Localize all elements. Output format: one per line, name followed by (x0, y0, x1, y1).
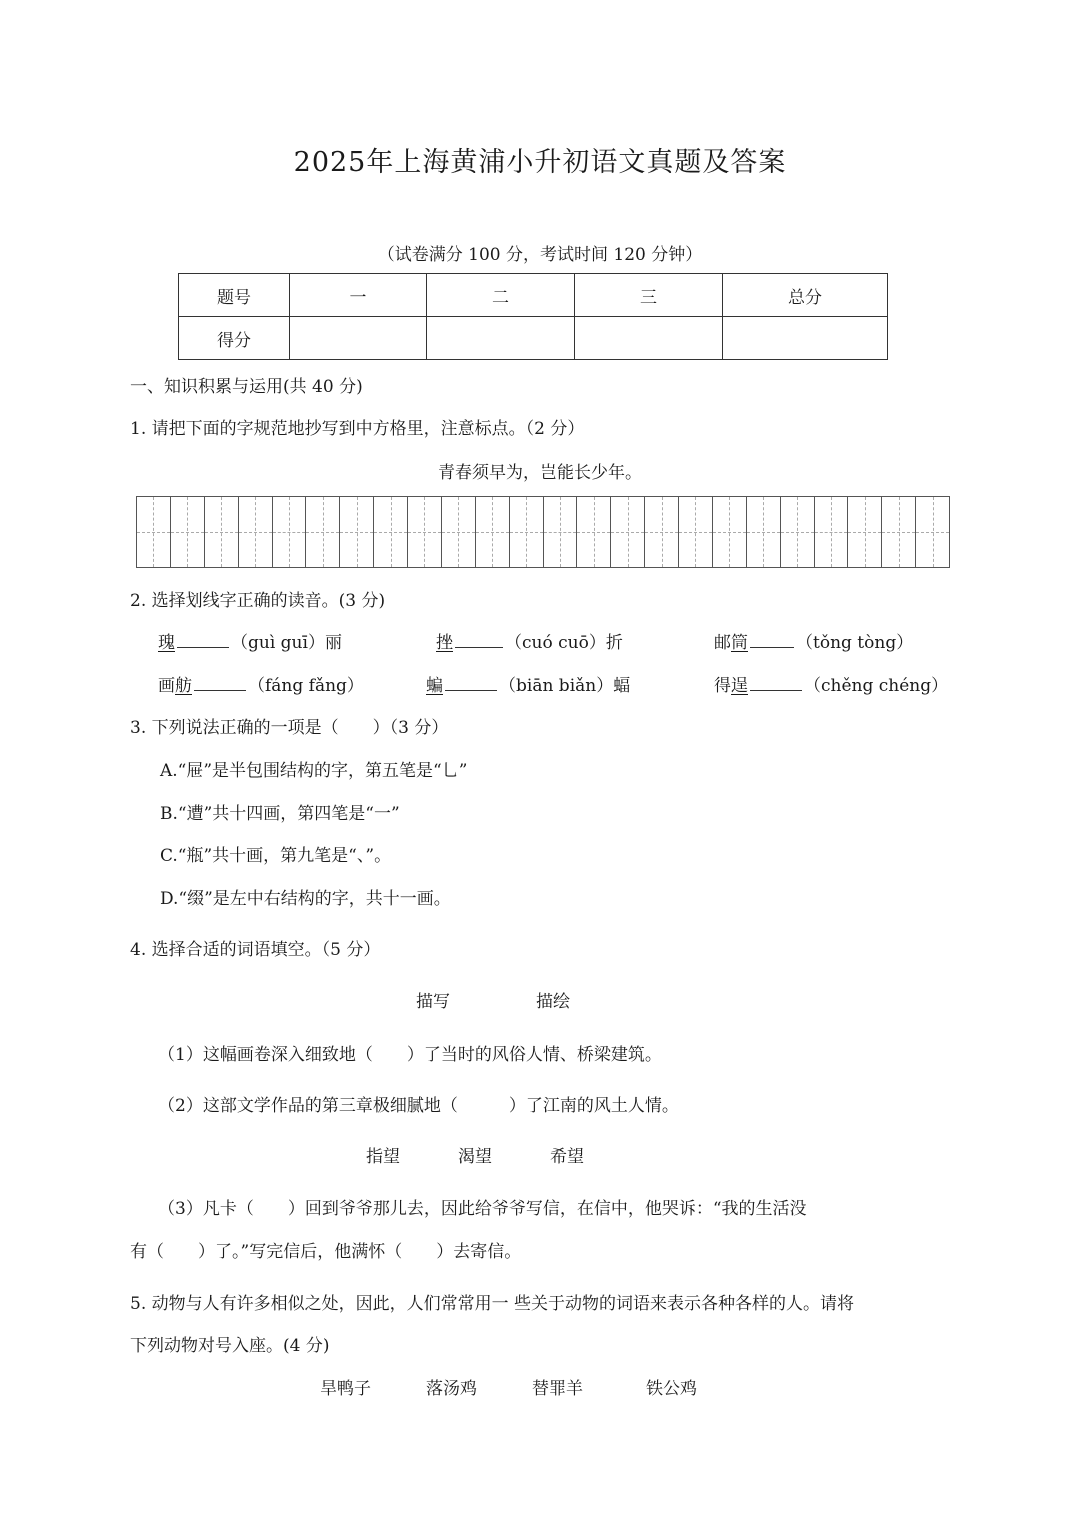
table-cell[interactable] (575, 317, 723, 360)
question-5: 5. 动物与人有许多相似之处，因此，人们常常用一 些关于动物的词语来表示各种各样的人。请将 (130, 1294, 855, 1314)
question-5-cont: 下列动物对号入座。(4 分) (130, 1336, 330, 1356)
grid-cell[interactable] (273, 496, 307, 568)
grid-cell[interactable] (815, 496, 849, 568)
pinyin-item (426, 671, 630, 696)
question-2: 2. 选择划线字正确的读音。(3 分) (130, 591, 386, 611)
copy-sentence: 青春须早为，岂能长少年。 (438, 463, 642, 483)
pinyin-options: （fáng fǎng） (248, 676, 364, 696)
answer-blank[interactable] (177, 630, 229, 648)
pinyin-options: （tǒng tòng） (796, 633, 914, 653)
answer-blank[interactable] (750, 630, 794, 648)
table-cell: 总分 (723, 274, 888, 317)
grid-cell[interactable] (882, 496, 916, 568)
grid-cell[interactable] (442, 496, 476, 568)
fill-sentence-2: （2）这部文学作品的第三章极细腻地（ ）了江南的风土人情。 (158, 1096, 679, 1116)
table-cell: 一 (290, 274, 427, 317)
grid-cell[interactable] (611, 496, 645, 568)
pinyin-options: （guì guī）丽 (231, 633, 342, 653)
pinyin-item (158, 628, 342, 653)
word-choice: 渴望 (458, 1147, 492, 1167)
pinyin-item (714, 671, 948, 696)
grid-cell[interactable] (408, 496, 442, 568)
pinyin-item (436, 628, 623, 653)
word-choice: 替罪羊 (532, 1379, 583, 1399)
pinyin-item (158, 671, 364, 696)
grid-cell[interactable] (374, 496, 408, 568)
grid-cell[interactable] (306, 496, 340, 568)
grid-cell[interactable] (848, 496, 882, 568)
table-cell: 题号 (179, 274, 290, 317)
prefix: 得 (714, 676, 731, 696)
word-choice: 落汤鸡 (426, 1379, 477, 1399)
underlined-char: 蝙 (426, 676, 443, 696)
grid-cell[interactable] (544, 496, 578, 568)
fill-sentence-3: （3）凡卡（ ）回到爷爷那儿去，因此给爷爷写信，在信中，他哭诉：“我的生活没 (158, 1199, 807, 1219)
table-row (179, 317, 888, 360)
question-1: 1. 请把下面的字规范地抄写到中方格里，注意标点。（2 分） (130, 419, 585, 439)
table-cell: 二 (427, 274, 575, 317)
table-cell: 得分 (179, 317, 290, 360)
pinyin-options: （biān biǎn）蝠 (499, 676, 631, 696)
word-choice: 希望 (550, 1147, 584, 1167)
table-cell[interactable] (290, 317, 427, 360)
grid-cell[interactable] (713, 496, 747, 568)
grid-cell[interactable] (577, 496, 611, 568)
underlined-char: 逞 (731, 676, 748, 696)
grid-cell[interactable] (136, 496, 171, 568)
word-choice: 指望 (366, 1147, 400, 1167)
answer-blank[interactable] (455, 630, 503, 648)
grid-cell[interactable] (171, 496, 205, 568)
underlined-char: 挫 (436, 633, 453, 653)
word-choice: 描写 (416, 992, 450, 1012)
fill-sentence-1: （1）这幅画卷深入细致地（ ）了当时的风俗人情、桥梁建筑。 (158, 1045, 662, 1065)
answer-blank[interactable] (445, 673, 497, 691)
pinyin-options: （chěng chéng） (804, 676, 949, 696)
fill-sentence-3-cont: 有（ ）了。”写完信后，他满怀（ ）去寄信。 (130, 1242, 522, 1262)
grid-cell[interactable] (781, 496, 815, 568)
score-table (178, 273, 888, 360)
pinyin-item (714, 628, 913, 653)
grid-cell[interactable] (340, 496, 374, 568)
table-cell[interactable] (427, 317, 575, 360)
option-b[interactable]: B.“遭”共十四画，第四笔是“一” (160, 804, 400, 824)
grid-cell[interactable] (510, 496, 544, 568)
grid-cell[interactable] (205, 496, 239, 568)
writing-grid[interactable] (136, 496, 950, 568)
table-cell: 三 (575, 274, 723, 317)
grid-cell[interactable] (239, 496, 273, 568)
question-4: 4. 选择合适的词语填空。（5 分） (130, 940, 381, 960)
prefix: 邮 (714, 633, 731, 653)
word-choice: 描绘 (536, 992, 570, 1012)
grid-cell[interactable] (645, 496, 679, 568)
grid-cell[interactable] (916, 496, 950, 568)
section-heading: 一、知识积累与运用(共 40 分) (130, 377, 363, 397)
table-cell[interactable] (723, 317, 888, 360)
answer-blank[interactable] (194, 673, 246, 691)
grid-cell[interactable] (476, 496, 510, 568)
underlined-char: 瑰 (158, 633, 175, 653)
pinyin-options: （cuó cuō）折 (505, 633, 623, 653)
exam-info: （试卷满分 100 分，考试时间 120 分钟） (377, 245, 703, 265)
option-d[interactable]: D.“缀”是左中右结构的字，共十一画。 (160, 889, 451, 909)
grid-cell[interactable] (679, 496, 713, 568)
word-choice: 铁公鸡 (646, 1379, 697, 1399)
question-3: 3. 下列说法正确的一项是（ ）（3 分） (130, 718, 449, 738)
grid-cell[interactable] (747, 496, 781, 568)
table-row (179, 274, 888, 317)
underlined-char: 舫 (175, 676, 192, 696)
answer-blank[interactable] (750, 673, 802, 691)
option-a[interactable]: A.“屉”是半包围结构的字，第五笔是“乚” (160, 761, 468, 781)
option-c[interactable]: C.“瓶”共十画，第九笔是“、”。 (160, 846, 392, 866)
prefix: 画 (158, 676, 175, 696)
underlined-char: 筒 (731, 633, 748, 653)
word-choice: 旱鸭子 (320, 1379, 371, 1399)
page-title: 2025年上海黄浦小升初语文真题及答案 (293, 147, 787, 178)
